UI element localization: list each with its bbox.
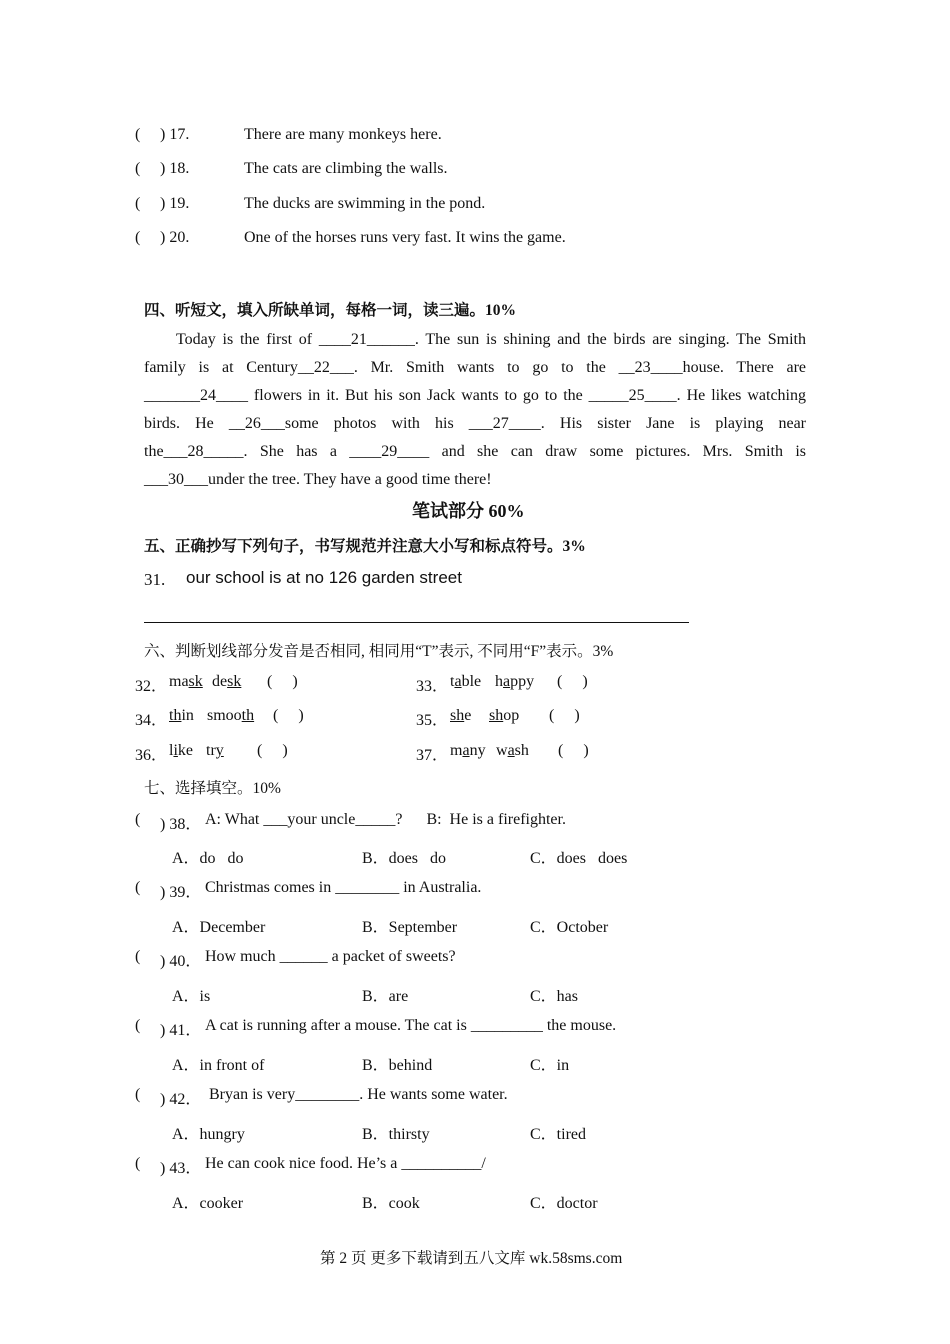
question-number: ) 38． (160, 816, 202, 833)
option-b[interactable]: B．behind (362, 1057, 433, 1074)
item-number: 36． (135, 747, 168, 764)
option-c[interactable]: C．October (530, 919, 609, 936)
underlined-part: i (173, 742, 178, 759)
item-number: 32． (135, 678, 168, 695)
item-text: There are many monkeys here. (244, 126, 442, 143)
underlined-part: sh (450, 707, 465, 724)
word-1 (169, 742, 193, 760)
underlined-part: sk (227, 673, 242, 690)
passage-line: the___28_____. She has a ____29____ and she can draw some pictures. Mrs. Smith is (144, 443, 806, 460)
question-number: ) 43． (160, 1160, 202, 1177)
answer-paren[interactable]: ( ) (257, 742, 288, 759)
option-a[interactable]: A．December (172, 919, 266, 936)
word-2 (496, 742, 529, 760)
word-1 (450, 673, 481, 691)
option-c[interactable]: C．does does (530, 850, 628, 867)
section-5-title: 五、正确抄写下列句子，书写规范并注意大小写和标点符号。3% (144, 538, 586, 555)
answer-paren[interactable]: ( (135, 1017, 141, 1034)
option-a[interactable]: A．do do (172, 850, 244, 867)
passage-line: ___30___under the tree. They have a good time there! (144, 471, 492, 488)
word-2 (206, 742, 224, 760)
option-c[interactable]: C．in (530, 1057, 570, 1074)
word-part: tr (206, 742, 216, 759)
word-part: m (450, 742, 463, 759)
cloze-passage (144, 326, 806, 494)
question-text: A cat is running after a mouse. The cat is _________ the mouse. (205, 1017, 617, 1034)
word-1 (169, 707, 194, 725)
word-part: l (169, 742, 174, 759)
option-b[interactable]: B．does do (362, 850, 447, 867)
answer-paren[interactable]: ( (135, 879, 141, 896)
answer-paren[interactable]: ( (135, 195, 141, 212)
word-1 (450, 707, 471, 725)
answer-paren[interactable]: ( ) (273, 707, 304, 724)
question-text: Bryan is very________. He wants some water. (205, 1086, 508, 1103)
item-text: One of the horses runs very fast. It wins the game. (244, 229, 566, 246)
word-part: ke (177, 742, 194, 759)
word-part: in (181, 707, 194, 724)
underlined-part: a (503, 673, 511, 690)
word-part: sh (514, 742, 529, 759)
item-number: 34． (135, 712, 168, 729)
option-a[interactable]: A．is (172, 988, 211, 1005)
answer-paren[interactable]: ( ) (557, 673, 588, 690)
underlined-part: y (215, 742, 224, 759)
item-number: 33． (416, 678, 449, 695)
item-number: 31. (144, 570, 166, 589)
word-part: e (464, 707, 472, 724)
question-number: ) 39． (160, 884, 202, 901)
word-2 (212, 673, 241, 691)
underlined-part: th (169, 707, 182, 724)
question-number: ) 40． (160, 953, 202, 970)
word-1 (450, 742, 486, 760)
question-number: ) 42． (160, 1091, 202, 1108)
answer-paren[interactable]: ( (135, 229, 141, 246)
option-c[interactable]: C．tired (530, 1126, 586, 1143)
word-part: ble (461, 673, 482, 690)
option-b[interactable]: B．September (362, 919, 458, 936)
option-a[interactable]: A．cooker (172, 1195, 244, 1212)
question-text: How much ______ a packet of sweets? (205, 948, 456, 965)
word-part: t (450, 673, 455, 690)
item-text: The cats are climbing the walls. (244, 160, 448, 177)
word-part: w (496, 742, 508, 759)
option-b[interactable]: B．are (362, 988, 409, 1005)
item-number: ) 19. (160, 195, 190, 212)
question-text: He can cook nice food. He’s a __________/ (205, 1155, 486, 1172)
passage-line: Today is the first of ____21______. The sun is shining and the birds are singing. The Smith (176, 331, 806, 348)
underlined-part: sk (188, 673, 203, 690)
word-2 (489, 707, 519, 725)
answer-paren[interactable]: ( (135, 1155, 141, 1172)
answer-paren[interactable]: ( ) (549, 707, 580, 724)
item-number: ) 17. (160, 126, 190, 143)
word-part: de (212, 673, 228, 690)
underlined-part: th (241, 707, 255, 724)
underlined-part: a (507, 742, 515, 759)
item-number: 37． (416, 747, 449, 764)
section-7-title: 七、选择填空。10% (144, 780, 281, 797)
answer-paren[interactable]: ( (135, 948, 141, 965)
passage-line: family is at Century__22___. Mr. Smith wants to go to the __23____house. There are (144, 359, 806, 376)
underlined-part: sh (489, 707, 504, 724)
item-number: ) 18. (160, 160, 190, 177)
word-part: op (503, 707, 520, 724)
item-number: 35． (416, 712, 449, 729)
copy-sentence: our school is at no 126 garden street (186, 568, 462, 587)
question-number: ) 41． (160, 1022, 202, 1039)
underlined-part: a (462, 742, 470, 759)
word-1 (169, 673, 203, 691)
answer-paren[interactable]: ( (135, 1086, 141, 1103)
answer-paren[interactable]: ( (135, 811, 141, 828)
option-b[interactable]: B．cook (362, 1195, 420, 1212)
question-text: A: What ___your uncle_____? B: He is a firefighter. (205, 811, 566, 828)
answer-paren[interactable]: ( (135, 160, 141, 177)
word-2 (207, 707, 254, 725)
underlined-part: a (454, 673, 462, 690)
section-6-title: 六、判断划线部分发音是否相同, 相同用“T”表示, 不同用“F”表示。3% (144, 643, 614, 660)
word-part: ppy (510, 673, 535, 690)
option-c[interactable]: C．has (530, 988, 579, 1005)
option-a[interactable]: A．in front of (172, 1057, 265, 1074)
writing-line[interactable] (144, 622, 689, 623)
answer-paren[interactable]: ( (135, 126, 141, 143)
word-part: h (495, 673, 503, 690)
written-part-title: 笔试部分 60% (412, 501, 525, 521)
option-a[interactable]: A．hungry (172, 1126, 245, 1143)
option-b[interactable]: B．thirsty (362, 1126, 430, 1143)
word-part: smoo (207, 707, 242, 724)
question-text: Christmas comes in ________ in Australia. (205, 879, 482, 896)
word-2 (495, 673, 534, 691)
passage-line: birds. He __26___some photos with his ___27____. His sister Jane is playing near (144, 415, 806, 432)
option-c[interactable]: C．doctor (530, 1195, 598, 1212)
item-number: ) 20. (160, 229, 190, 246)
item-text: The ducks are swimming in the pond. (244, 195, 486, 212)
page-footer: 第 2 页 更多下载请到五八文库 wk.58sms.com (320, 1250, 623, 1267)
answer-paren[interactable]: ( ) (267, 673, 298, 690)
word-part: ma (169, 673, 189, 690)
answer-paren[interactable]: ( ) (558, 742, 589, 759)
passage-line: _______24____ flowers in it. But his son Jack wants to go to the _____25____. He likes watching (144, 387, 806, 404)
word-part: ny (469, 742, 486, 759)
section-4-title: 四、听短文，填入所缺单词，每格一词，读三遍。10% (144, 302, 517, 319)
